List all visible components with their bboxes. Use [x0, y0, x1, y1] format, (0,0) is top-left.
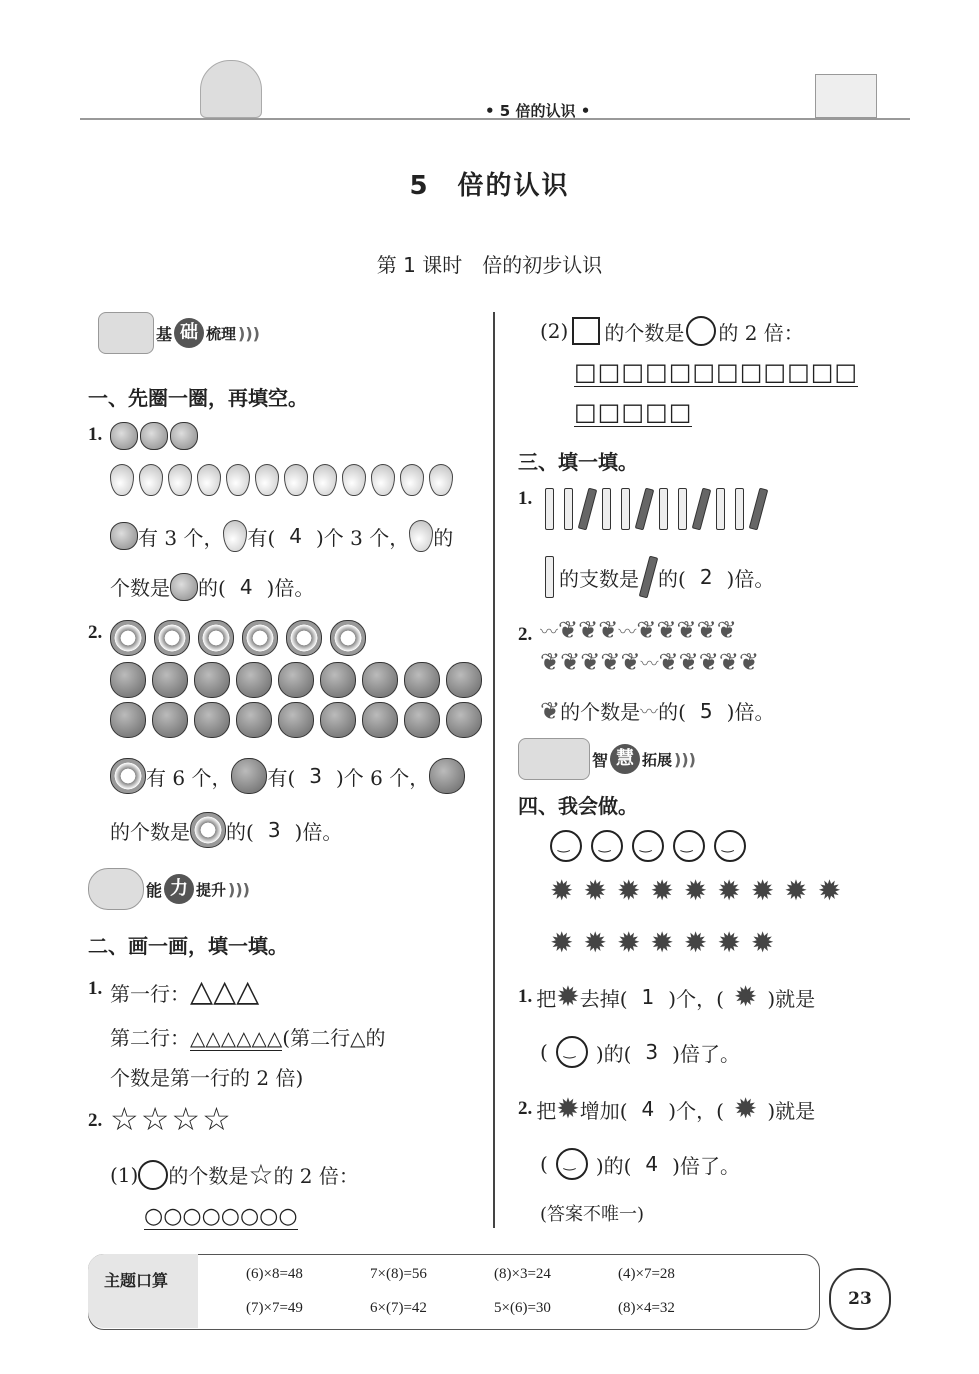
plant-row-2	[540, 648, 759, 676]
smiley-icon	[714, 830, 746, 862]
circle-icon	[686, 316, 716, 346]
answer: 3	[309, 764, 322, 788]
flower-icon: ✹	[750, 926, 775, 959]
text: )倍。	[726, 566, 775, 591]
basketball-icon	[194, 702, 230, 738]
smiley-icon	[673, 830, 705, 862]
apple-row	[110, 422, 198, 450]
basketball-row-2	[110, 702, 482, 738]
basketball-icon	[278, 702, 314, 738]
text: 有 6 个，	[146, 765, 232, 790]
basketball-icon	[231, 758, 267, 794]
s4q1-line2	[540, 1036, 740, 1068]
banner-text: 基	[156, 324, 173, 344]
pencil-icon	[716, 488, 725, 530]
pear-icon	[223, 520, 247, 552]
worm-icon: 〰	[640, 701, 659, 723]
square-icon	[572, 317, 600, 345]
flower-row-1	[550, 876, 841, 906]
basketball-icon	[404, 662, 440, 698]
flower-icon: ✹	[650, 926, 674, 959]
smile-row	[550, 830, 746, 862]
pear-icon	[429, 464, 453, 496]
soccer-ball-icon	[286, 620, 322, 656]
s4q2-line1	[518, 1094, 815, 1124]
basketball-icon	[446, 662, 482, 698]
text: )倍了。	[672, 1041, 740, 1066]
text: )倍。	[726, 700, 775, 724]
pencil-icon	[678, 488, 687, 530]
plant-icon: ❦	[540, 696, 561, 725]
flower-icon: ✹	[784, 874, 808, 907]
flower-icon: ✹	[550, 926, 574, 959]
brush-icon	[578, 488, 598, 531]
banner-text: 梳理	[206, 324, 237, 343]
section-heading: 四、我会做。	[518, 794, 638, 818]
question-number: 1.	[518, 488, 533, 509]
question-number: 1.	[88, 424, 103, 445]
worm-icon: 〰	[640, 654, 659, 675]
question-number: 2.	[518, 624, 533, 645]
soccer-ball-icon	[190, 812, 226, 848]
plant-icon: ❦❦❦❦❦	[540, 648, 641, 676]
question-number: 1.	[518, 986, 533, 1007]
basketball-icon	[110, 662, 146, 698]
smiley-icon	[556, 1148, 588, 1180]
calc-item: (4)×7=28	[618, 1266, 675, 1282]
soccer-ball-icon	[330, 620, 366, 656]
question-number: 1.	[88, 978, 103, 999]
circle-icon	[138, 1160, 168, 1190]
basketball-icon	[152, 702, 188, 738]
text: 把	[536, 986, 557, 1011]
pear-icon	[409, 520, 433, 552]
question-number: 2.	[88, 1110, 103, 1131]
text: 的 2 倍：	[718, 320, 804, 345]
basketball-icon	[236, 702, 272, 738]
smiley-icon	[591, 830, 623, 862]
brush-icon	[692, 488, 712, 531]
text: 的(	[658, 566, 686, 591]
question-number: 2.	[518, 1098, 533, 1119]
text: 第二行：	[110, 1026, 190, 1050]
banner-text: 拓展	[642, 750, 673, 769]
text: 的个数是	[168, 1164, 249, 1188]
pencil-icon	[735, 488, 744, 530]
text: 的 2 倍：	[273, 1164, 359, 1188]
section-heading: 二、画一画，填一填。	[88, 934, 288, 958]
basketball-icon	[362, 702, 398, 738]
q2-line2	[110, 812, 342, 848]
basketball-icon	[446, 702, 482, 738]
page-title: 5 倍的认识	[409, 171, 570, 201]
answer: 1	[641, 985, 655, 1009]
pencil-row	[540, 488, 768, 530]
triangle-row-2	[110, 1022, 385, 1051]
text: )的(	[595, 1041, 632, 1066]
text: (	[540, 1152, 548, 1176]
answer: 2	[699, 565, 713, 589]
text: )个 3 个，	[316, 525, 410, 550]
pear-icon	[400, 464, 424, 496]
answer: 4	[239, 574, 253, 599]
flower-row-2	[550, 928, 774, 958]
text: )就是	[767, 986, 816, 1011]
flower-icon: ✹	[717, 874, 741, 907]
calc-item: 6×(7)=42	[370, 1300, 427, 1316]
stars: ☆☆☆☆	[110, 1100, 233, 1138]
text: 的(	[658, 700, 686, 724]
book-icon	[518, 738, 590, 780]
flower-icon: ✹	[583, 926, 607, 959]
flower-icon: ✹	[817, 874, 842, 907]
star-icon: ☆	[248, 1158, 274, 1191]
text: (第二行△的	[282, 1026, 386, 1050]
calc-item: (6)×8=48	[246, 1266, 303, 1282]
basketball-icon	[404, 702, 440, 738]
pear-icon	[342, 464, 366, 496]
text: 的个数是	[560, 700, 641, 724]
text: 增加(	[579, 1098, 628, 1123]
pear-icon	[313, 464, 337, 496]
smiley-icon	[632, 830, 664, 862]
soccer-ball-icon	[242, 620, 278, 656]
tree-illustration	[200, 60, 262, 118]
sub2-line	[540, 316, 804, 346]
pear-icon	[255, 464, 279, 496]
soccer-ball-icon	[198, 620, 234, 656]
banner-text: 提升	[196, 880, 227, 899]
banner-wisdom	[518, 738, 696, 780]
section-heading: 三、填一填。	[518, 450, 638, 474]
text: 个数是	[110, 576, 170, 600]
pear-icon	[284, 464, 308, 496]
pencil-icon	[621, 488, 630, 530]
triangles: △△△	[190, 974, 260, 1009]
answer-note: (答案不唯一)	[540, 1204, 645, 1225]
basketball-row-1	[110, 662, 482, 698]
text: )倍。	[294, 819, 343, 844]
calc-item: 5×(6)=30	[494, 1300, 551, 1316]
s3q1-line	[540, 556, 774, 598]
answer: 5	[699, 698, 713, 723]
banner-basic	[98, 312, 260, 354]
text: 把	[536, 1098, 557, 1123]
arcs-icon: )))	[674, 749, 696, 769]
flower-icon: ✹	[683, 874, 708, 907]
text: 的	[433, 525, 454, 550]
text: (2)	[540, 319, 569, 343]
answer-circles: ○○○○○○○○	[144, 1204, 298, 1229]
banner-text: 慧	[610, 744, 640, 774]
apple-icon	[110, 422, 138, 450]
text: 有(	[247, 525, 276, 550]
column-divider	[493, 312, 495, 1228]
apple-icon	[170, 573, 198, 601]
page-number: 23	[829, 1268, 891, 1330]
text: 去掉(	[579, 986, 628, 1011]
smiley-icon	[550, 830, 582, 862]
answer: 3	[267, 818, 281, 842]
s4q2-line2	[540, 1148, 740, 1180]
text: )个，(	[668, 1098, 724, 1123]
text: 的(	[198, 576, 226, 600]
text: )倍了。	[672, 1153, 740, 1178]
text: )的(	[595, 1153, 632, 1178]
text: )倍。	[266, 576, 315, 600]
banner-text: 智	[592, 750, 609, 770]
q1-line2	[110, 572, 314, 601]
apple-icon	[110, 522, 138, 550]
plant-row-1	[540, 616, 737, 644]
text: )个 6 个，	[336, 765, 430, 790]
pencil-icon	[659, 488, 668, 530]
calc-item: (7)×7=49	[246, 1300, 303, 1316]
banner-text: 础	[174, 318, 204, 348]
answer-triangles: △△△△△△	[190, 1026, 283, 1050]
calc-item: 7×(8)=56	[370, 1266, 427, 1282]
banner-text: 能	[146, 880, 163, 900]
soccer-ball-icon	[110, 758, 146, 794]
header-title: • 5 倍的认识 •	[485, 102, 591, 120]
flower-icon: ✹	[733, 1092, 758, 1125]
lesson-title: 第 1 课时 倍的初步认识	[376, 253, 603, 277]
text: )个，(	[668, 986, 724, 1011]
banner-text: 力	[164, 874, 194, 904]
text: 的(	[226, 819, 254, 844]
basketball-icon	[236, 662, 272, 698]
oral-calc-label-area	[88, 1254, 198, 1328]
answer-squares-2: □□□□□	[574, 398, 693, 426]
flower-icon: ✹	[616, 926, 641, 959]
flower-icon: ✹	[683, 926, 708, 959]
s3q2-line	[540, 696, 774, 725]
apple-icon	[140, 422, 168, 450]
question-number: 2.	[88, 622, 103, 643]
answer: 4	[289, 524, 302, 548]
text: 第一行：	[110, 982, 190, 1006]
brush-icon	[749, 488, 769, 531]
worm-icon: 〰	[618, 622, 637, 643]
text: 的支数是	[559, 566, 639, 591]
text: 的个数是	[604, 320, 685, 345]
text: )就是	[767, 1098, 816, 1123]
flower-icon: ✹	[583, 874, 607, 907]
flower-icon: ✹	[650, 874, 674, 907]
pear-icon	[110, 464, 134, 496]
apple-icon	[170, 422, 198, 450]
house-illustration	[815, 74, 877, 118]
flower-icon: ✹	[550, 874, 574, 907]
triangle-row-1	[110, 974, 259, 1009]
text: 有(	[267, 765, 296, 790]
soccer-row	[110, 620, 366, 656]
pear-icon	[197, 464, 221, 496]
flower-icon: ✹	[616, 874, 641, 907]
arcs-icon: )))	[238, 323, 260, 343]
soccer-ball-icon	[110, 620, 146, 656]
basketball-icon	[429, 758, 465, 794]
basketball-icon	[362, 662, 398, 698]
flower-icon: ✹	[750, 874, 775, 907]
pear-icon	[168, 464, 192, 496]
sub1-line	[110, 1158, 359, 1191]
answer: 3	[645, 1040, 659, 1064]
basketball-icon	[194, 662, 230, 698]
basketball-icon	[110, 702, 146, 738]
brush-icon	[639, 556, 659, 599]
banner-picture-icon	[98, 312, 154, 354]
flower-icon: ✹	[733, 980, 758, 1013]
s4q1-line1	[518, 982, 815, 1012]
text: 有 3 个，	[138, 525, 224, 550]
text: 的个数是	[110, 819, 190, 844]
plant-icon: ❦❦❦❦❦	[658, 648, 760, 676]
q2-line1	[110, 758, 465, 794]
pencil-icon	[545, 488, 554, 530]
answer: 4	[645, 1152, 659, 1176]
section-heading: 一、先圈一圈，再填空。	[88, 386, 308, 410]
pencil-icon	[602, 488, 611, 530]
arcs-icon: )))	[228, 879, 250, 899]
basketball-icon	[320, 702, 356, 738]
answer-squares-1: □□□□□□□□□□□□	[574, 358, 859, 386]
pear-row	[110, 464, 453, 496]
text: (	[540, 1040, 548, 1064]
basketball-icon	[278, 662, 314, 698]
answer: 4	[641, 1097, 655, 1121]
plant-icon: ❦❦❦	[558, 616, 619, 644]
triangle-note: 个数是第一行的 2 倍)	[110, 1066, 304, 1090]
flower-icon: ✹	[556, 1092, 580, 1125]
calc-item: (8)×3=24	[494, 1266, 551, 1282]
basketball-icon	[152, 662, 188, 698]
pear-icon	[139, 464, 163, 496]
pencil-icon	[545, 556, 554, 598]
banner-ability	[88, 868, 250, 910]
flower-icon: ✹	[717, 926, 741, 959]
flower-icon: ✹	[556, 980, 580, 1013]
smiley-icon	[556, 1036, 588, 1068]
q1-line1	[110, 520, 453, 552]
pencil-icon	[564, 488, 573, 530]
pear-icon	[371, 464, 395, 496]
brush-icon	[635, 488, 655, 531]
soccer-ball-icon	[154, 620, 190, 656]
text: (1)	[110, 1162, 139, 1187]
car-icon	[88, 868, 144, 910]
pear-icon	[226, 464, 250, 496]
oral-calc-label: 主题口算	[104, 1271, 169, 1290]
basketball-icon	[320, 662, 356, 698]
worm-icon: 〰	[540, 622, 558, 643]
plant-icon: ❦❦❦❦❦	[636, 616, 737, 644]
calc-item: (8)×4=32	[618, 1300, 675, 1316]
